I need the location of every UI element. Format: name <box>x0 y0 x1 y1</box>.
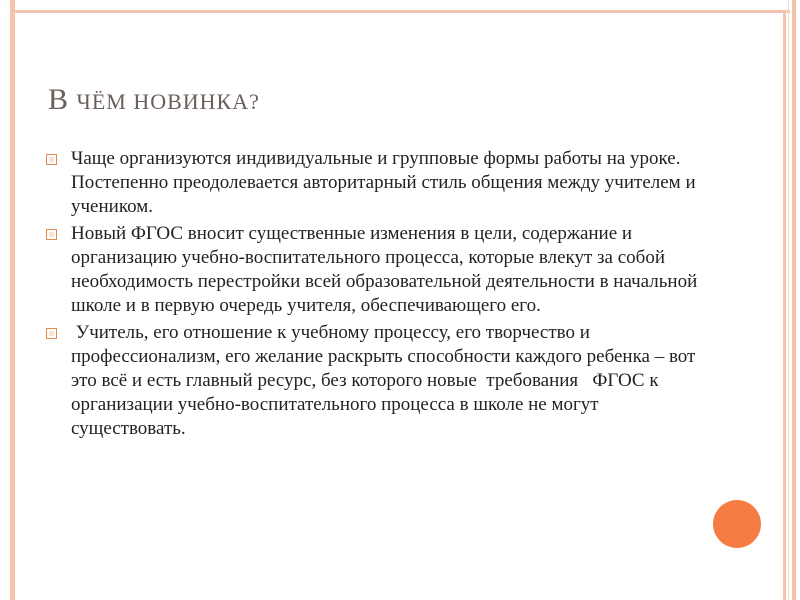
list-item-text: Новый ФГОС вносит существенные изменения в цели, содержание и организацию учебно-воспитательного процесса, которые влекут за собой необходимость перестройки всей образовательной деятельности в начальной школе и в первую очередь учителя, обеспечивающего его. <box>71 223 703 316</box>
title-first-letter: В <box>48 83 69 116</box>
slide-body <box>46 147 706 444</box>
frame-line-left <box>10 0 15 600</box>
bullet-icon <box>46 154 57 165</box>
frame-line-right-outer <box>792 0 796 600</box>
slide-title <box>48 83 260 117</box>
list-item <box>46 147 706 219</box>
frame-line-right-middle <box>788 0 789 600</box>
accent-circle <box>713 500 761 548</box>
list-item <box>46 321 706 441</box>
bullet-icon <box>46 328 57 339</box>
list-item-text: Учитель, его отношение к учебному процессу, его творчество и профессионализм, его желание раскрыть способности каждого ребенка – вот это всё и есть главный ресурс, без которого новые требования ФГОС к организации учебно-воспитательного процесса в школе не могут существовать. <box>71 322 701 439</box>
frame-line-top <box>10 10 790 13</box>
list-item-text: Чаще организуются индивидуальные и групповые формы работы на уроке. Постепенно преодолевается авторитарный стиль общения между учителем и учеником. <box>71 148 701 217</box>
list-item <box>46 222 706 318</box>
frame-line-right-inner <box>783 10 786 600</box>
title-rest: ЧЁМ НОВИНКА? <box>76 89 260 114</box>
bullet-icon <box>46 229 57 240</box>
